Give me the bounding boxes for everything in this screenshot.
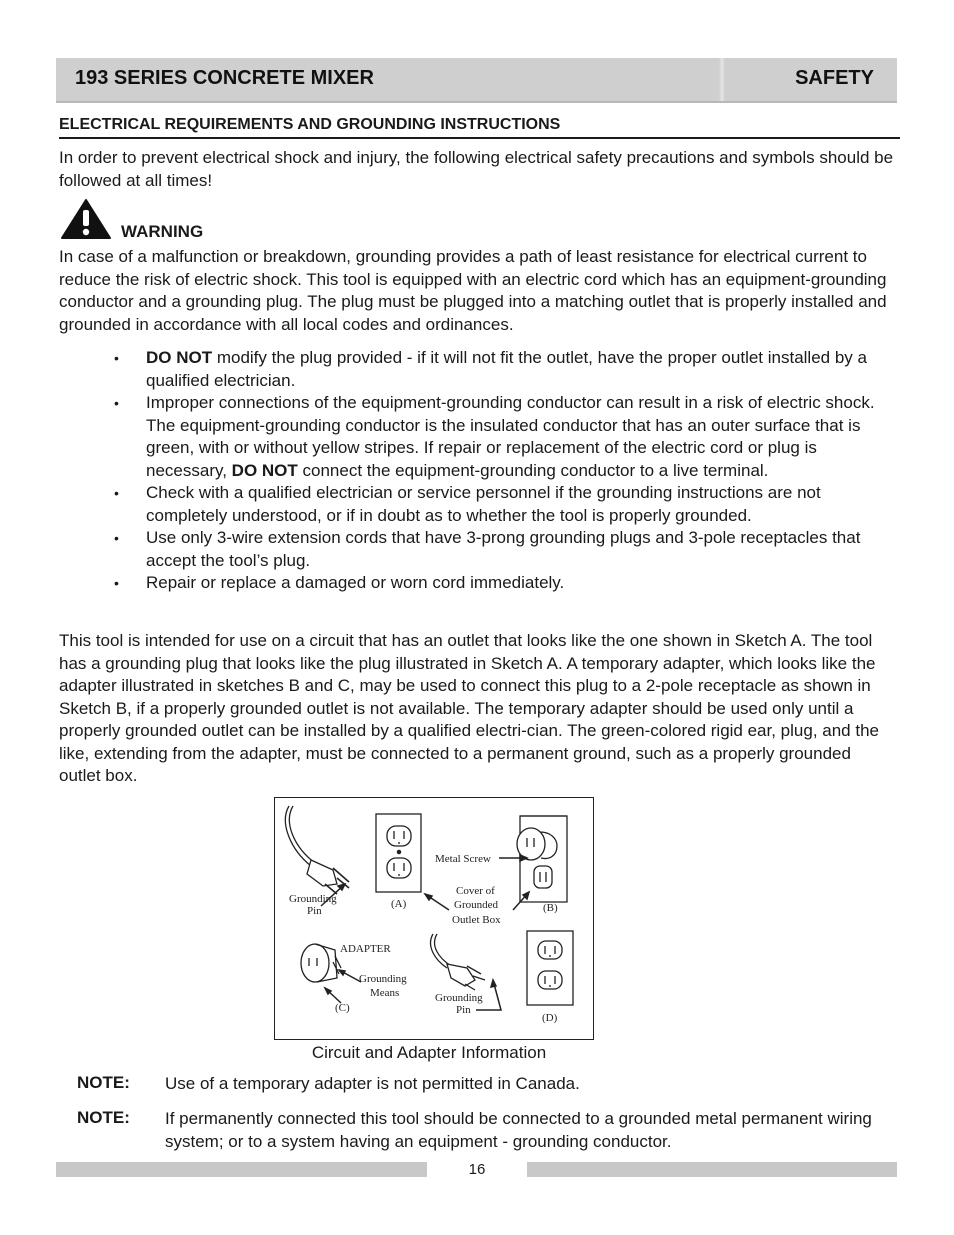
list-item: [112, 482, 897, 527]
warning-paragraph: In case of a malfunction or breakdown, grounding provides a path of least resistance for electrical current to reduce the risk of electric shock. This tool is equipped with an electric cord which has an equipment-grounding conductor and a grounding plug. The plug must be plugged into a matching outlet that is properly installed and grounded in accordance with all local codes and ordinances.: [59, 247, 887, 334]
bullet-text: modify the plug provided - if it will not fit the outlet, have the proper outlet installed by a qualified electrician.: [146, 348, 867, 390]
bullet-emphasis: DO NOT: [146, 348, 213, 367]
grounding-plug-a: [285, 806, 349, 894]
sketch-b-label: (B): [543, 902, 558, 914]
note-text: If permanently connected this tool should be connected to a grounded metal permanent wiring system; or to a system having an equipment - grounding conductor.: [165, 1109, 872, 1151]
page-number: 16: [468, 1161, 486, 1178]
bullet-text: connect the equipment-grounding conductor to a live terminal.: [297, 460, 769, 480]
warning-label: WARNING: [121, 222, 204, 241]
header-bar: [56, 58, 897, 103]
header-divider: [719, 58, 725, 101]
sketch-d-label: (D): [542, 1012, 558, 1024]
list-item: [112, 572, 897, 595]
note-label: NOTE:: [77, 1073, 130, 1092]
circuit-diagram: [275, 798, 595, 1041]
bullet-text: Use only 3-wire extension cords that have 3-prong grounding plugs and 3-pole receptacles that accept the tool’s plug.: [146, 528, 861, 570]
bullet-dot: •: [114, 575, 119, 591]
figure-caption: Circuit and Adapter Information: [311, 1043, 547, 1062]
section-heading: ELECTRICAL REQUIREMENTS AND GROUNDING INSTRUCTIONS: [59, 116, 900, 139]
grounding-plug-d: [431, 934, 485, 990]
cover-label: Outlet Box: [452, 914, 501, 926]
cover-label: Cover of: [456, 885, 495, 897]
bullet-dot: •: [114, 395, 119, 411]
footer-bar-right: [527, 1162, 897, 1177]
adapter-c: [301, 944, 341, 982]
bullet-dot: •: [114, 350, 119, 366]
sketch-a-label: (A): [391, 898, 407, 910]
grounding-means-label: Grounding: [359, 973, 407, 985]
bullet-dot: •: [114, 530, 119, 546]
intro-paragraph: In order to prevent electrical shock and injury, the following electrical safety precautions and symbols should be followed at all times!: [59, 148, 894, 190]
bullet-text: Repair or replace a damaged or worn cord immediately.: [146, 573, 565, 592]
grounding-pin-label: Pin: [307, 905, 322, 917]
circuit-figure: [274, 797, 594, 1040]
grounding-means-label: Means: [370, 987, 400, 999]
grounding-pin-label: Grounding: [435, 992, 483, 1004]
list-item: [112, 527, 897, 572]
list-item: [112, 347, 897, 392]
metal-screw-label: Metal Screw: [435, 853, 491, 865]
document-title: 193 SERIES CONCRETE MIXER: [75, 67, 374, 89]
footer-bar-left: [56, 1162, 427, 1177]
bullet-text: Check with a qualified electrician or service personnel if the grounding instructions are not completely understood, or if in doubt as to whether the tool is properly grounded.: [146, 483, 821, 525]
grounding-pin-label: Grounding: [289, 893, 337, 905]
note-text: Use of a temporary adapter is not permitted in Canada.: [165, 1074, 580, 1093]
bullet-dot: •: [114, 485, 119, 501]
callout-arrows: [321, 855, 529, 1010]
section-title: SAFETY: [795, 67, 874, 89]
bullet-emphasis: DO NOT: [231, 460, 298, 480]
cover-label: Grounded: [454, 899, 498, 911]
outlet-a: [376, 814, 421, 892]
sketch-c-label: (C): [335, 1002, 350, 1014]
adapter-label: ADAPTER: [340, 943, 391, 955]
circuit-paragraph: This tool is intended for use on a circuit that has an outlet that looks like the one shown in Sketch A. The tool has a grounding plug that looks like the plug illustrated in Sketch A. A temporary adapter, which looks like the adapter illustrated in sketches B and C, may be used to connect this plug to a 2-pole receptacle as shown in Sketch B, if a properly grounded outlet is not available. The temporary adapter should be used only until a properly grounded outlet can be installed by a qualified electri-cian. The green-colored rigid ear, plug, and the like, extending from the adapter, must be connected to a permanent ground, such as a properly grounded outlet box.: [59, 631, 879, 785]
outlet-d: [527, 931, 573, 1005]
grounding-pin-label: Pin: [456, 1004, 471, 1016]
bullet-text: Improper connections of the equipment-grounding conductor can result in a risk of electric shock. The equipment-grounding conductor is the insulated conductor that has an outer surface that is green, with or without yellow stripes. If repair or replacement of the electric cord or plug is necessary,: [146, 393, 875, 480]
list-item: [112, 392, 897, 482]
note-label: NOTE:: [77, 1108, 130, 1127]
safety-bullet-list: [112, 347, 897, 595]
warning-triangle-icon: [60, 198, 112, 245]
